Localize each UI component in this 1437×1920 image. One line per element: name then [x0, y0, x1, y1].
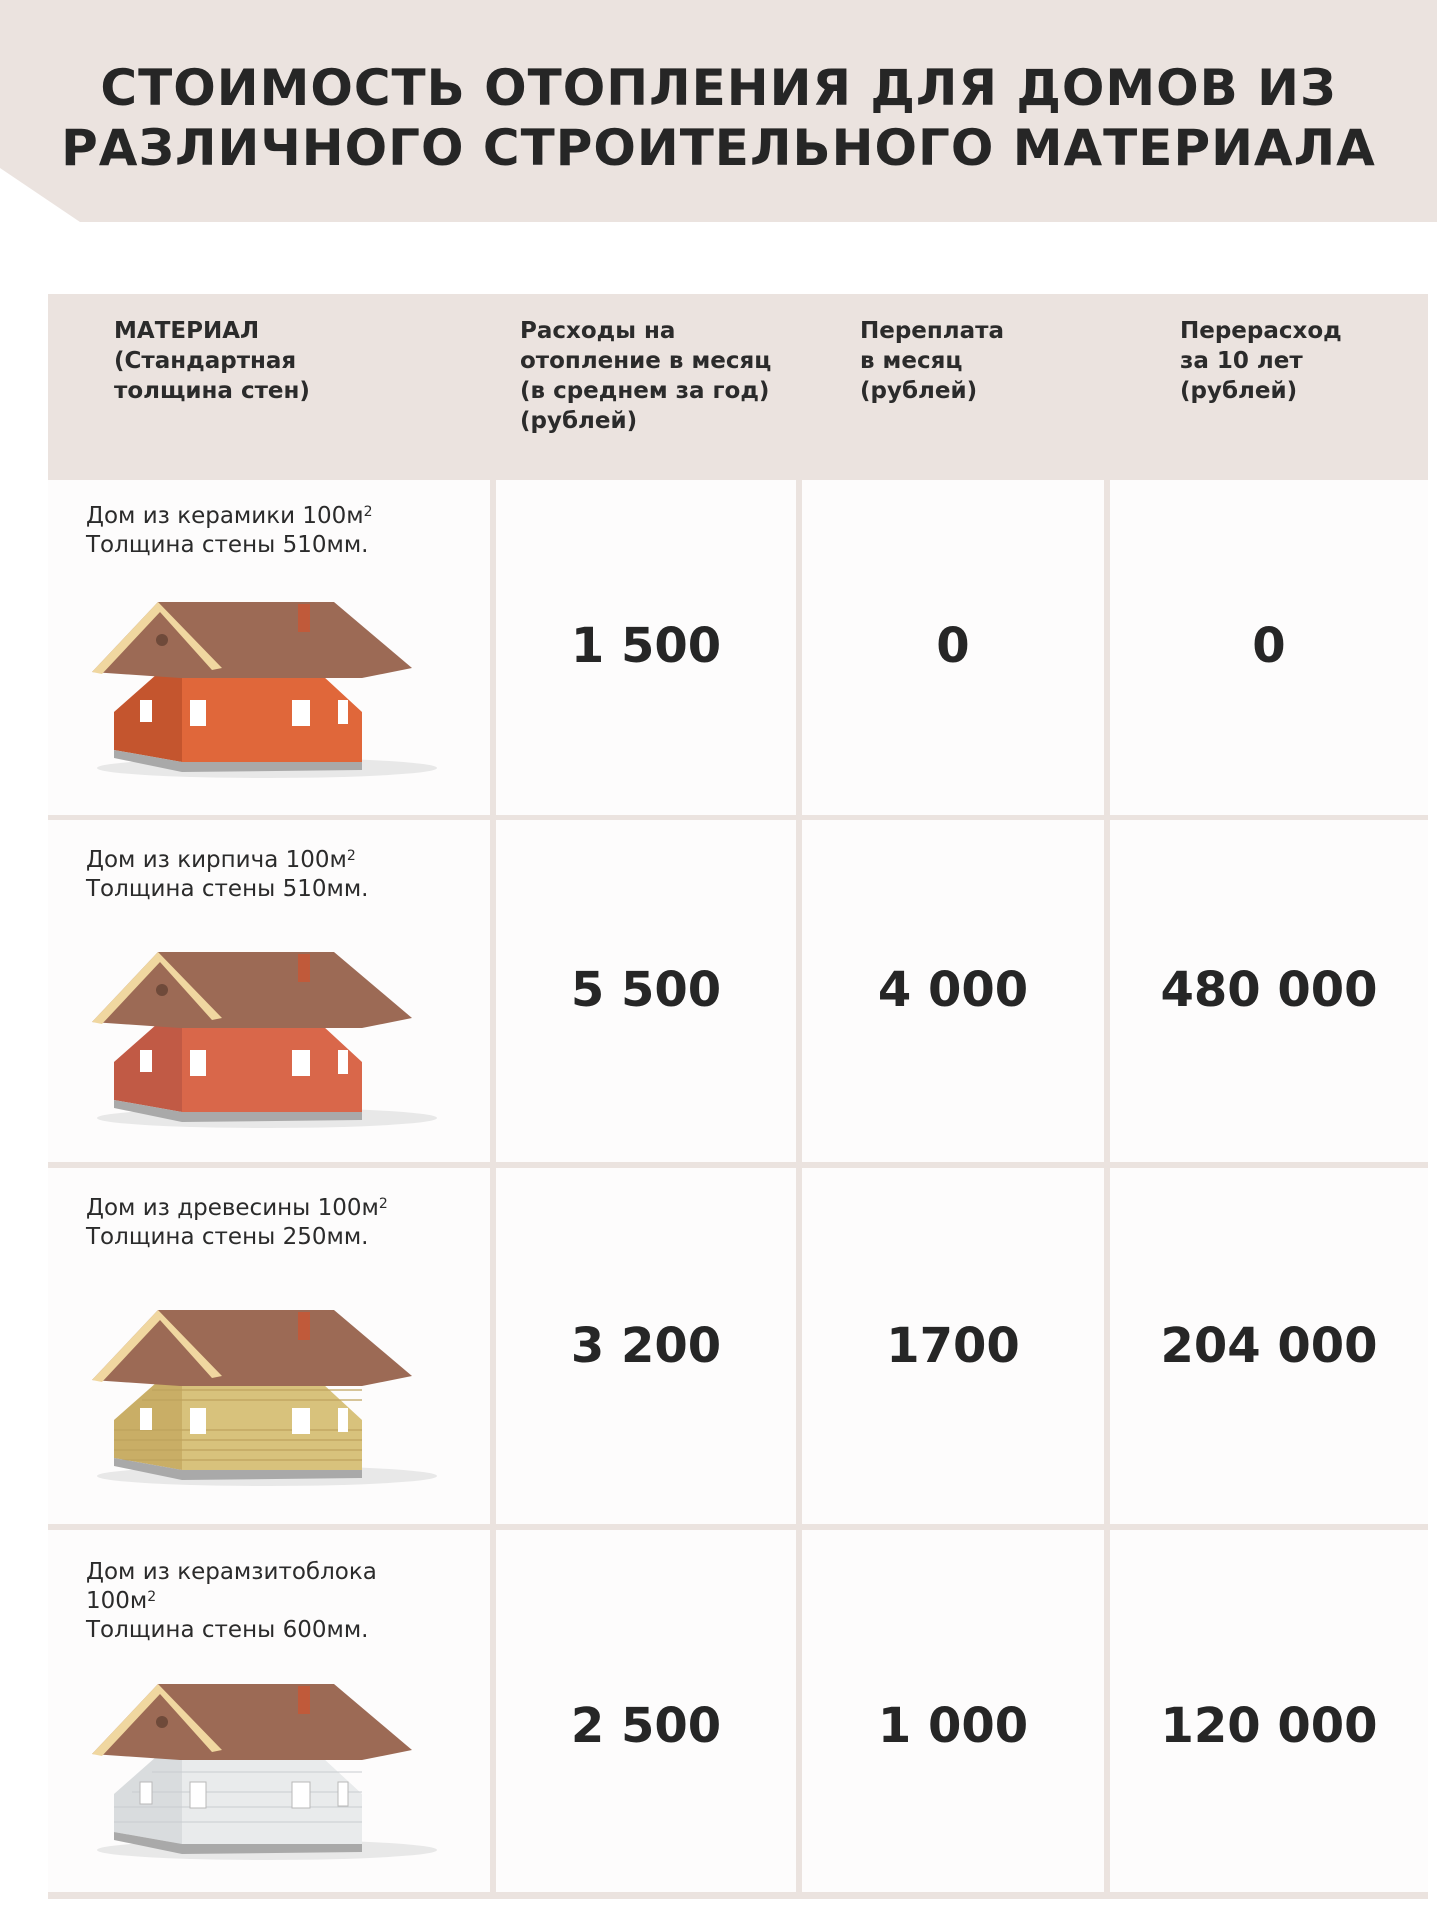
row-2-overspend — [1110, 820, 1428, 1162]
row-4-overpay — [802, 1530, 1104, 1892]
header-overspend — [1110, 294, 1428, 476]
page-title — [0, 58, 1437, 178]
row-2-overpay-value: 4 000 — [877, 962, 1029, 1018]
row-3-overpay-value: 1700 — [886, 1318, 1020, 1374]
header-material-text: МАТЕРИАЛ (Стандартная толщина стен) — [114, 318, 310, 404]
row-3-overpay — [802, 1168, 1104, 1524]
row-2-material — [48, 820, 490, 1162]
row-1-monthly — [496, 480, 796, 815]
row-3-overspend-value: 204 000 — [1160, 1318, 1378, 1374]
row-4-monthly — [496, 1530, 796, 1892]
header-overpay — [802, 294, 1104, 476]
row-4-material — [48, 1530, 490, 1892]
row-2-overpay — [802, 820, 1104, 1162]
header-material — [48, 294, 490, 476]
row-3-overspend — [1110, 1168, 1428, 1524]
row-2-overspend-value: 480 000 — [1160, 962, 1378, 1018]
row-1-label: Дом из керамики $100м^2$ Толщина стены 510мм. — [86, 503, 373, 558]
header-monthly — [496, 294, 796, 476]
row-1-material — [48, 480, 490, 815]
row-3-monthly — [496, 1168, 796, 1524]
row-1-monthly-value: 1 500 — [570, 618, 722, 674]
row-4-overspend — [1110, 1530, 1428, 1892]
comparison-table — [48, 294, 1428, 1899]
house-brick-icon — [92, 940, 452, 1130]
title-line-2: РАЗЛИЧНОГО СТРОИТЕЛЬНОГО МАТЕРИАЛА — [61, 119, 1376, 177]
row-3-label: Дом из древесины $100м^2$ Толщина стены 250мм. — [86, 1195, 388, 1250]
row-1-overspend-value: 0 — [1252, 618, 1286, 674]
row-4-monthly-value: 2 500 — [570, 1698, 722, 1754]
row-2-monthly-value: 5 500 — [570, 962, 722, 1018]
row-2-label: Дом из кирпича $100м^2$ Толщина стены 510мм. — [86, 847, 369, 902]
house-wood-icon — [92, 1298, 452, 1488]
row-1-overspend — [1110, 480, 1428, 815]
row-3-material — [48, 1168, 490, 1524]
row-4-overspend-value: 120 000 — [1160, 1698, 1378, 1754]
row-4-label: Дом из керамзитоблока $100м^2$ Толщина стены 600мм. — [86, 1559, 377, 1643]
row-4-overpay-value: 1 000 — [877, 1698, 1029, 1754]
header-overpay-text: Переплата в месяц (рублей) — [860, 318, 1005, 404]
house-ceramic-icon — [92, 590, 452, 780]
house-claydite-block-icon — [92, 1672, 452, 1862]
row-1-overpay-value: 0 — [936, 618, 970, 674]
row-2-monthly — [496, 820, 796, 1162]
row-3-monthly-value: 3 200 — [570, 1318, 722, 1374]
header-monthly-text: Расходы на отопление в месяц (в среднем за год) (рублей) — [520, 318, 772, 434]
title-banner — [0, 0, 1437, 222]
row-1-overpay — [802, 480, 1104, 815]
title-line-1: СТОИМОСТЬ ОТОПЛЕНИЯ ДЛЯ ДОМОВ ИЗ — [100, 59, 1337, 117]
header-overspend-text: Перерасход за 10 лет (рублей) — [1180, 318, 1342, 404]
